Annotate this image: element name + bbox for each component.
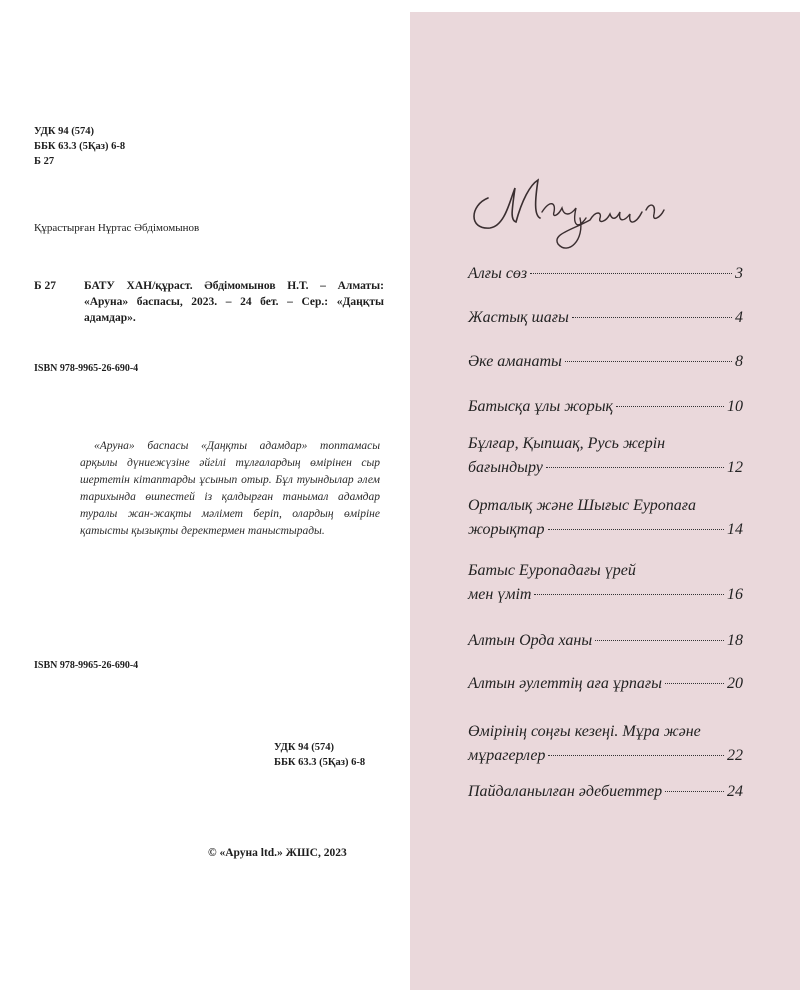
catalog-block-bottom bbox=[274, 740, 365, 770]
author-mark: Б 27 bbox=[34, 156, 55, 167]
isbn-top: ISBN 978-9965-26-690-4 bbox=[34, 363, 139, 374]
toc-leader-dots bbox=[534, 594, 724, 595]
toc-entry bbox=[468, 306, 743, 330]
toc-page-number: 20 bbox=[727, 675, 743, 692]
toc-entry-label: Алтын әулеттің аға ұрпағы bbox=[468, 675, 662, 692]
toc-entry bbox=[468, 720, 743, 768]
bibliographic-entry bbox=[34, 278, 384, 326]
toc-leader-dots bbox=[572, 317, 732, 318]
toc-entry-label: Жастық шағы bbox=[468, 309, 569, 326]
toc-page-number: 14 bbox=[727, 521, 743, 538]
toc-entry-label: мұрагерлер bbox=[468, 747, 546, 764]
toc-entry-label: Алтын Орда ханы bbox=[468, 632, 593, 649]
toc-entry bbox=[468, 350, 743, 374]
toc-leader-dots bbox=[548, 755, 724, 756]
toc-page-number: 4 bbox=[735, 309, 743, 326]
entry-code: Б 27 bbox=[34, 280, 56, 292]
toc-page-number: 24 bbox=[727, 783, 743, 800]
toc-leader-dots bbox=[565, 361, 732, 362]
toc-entry bbox=[468, 780, 743, 804]
catalog-block-top bbox=[34, 124, 125, 169]
toc-entry bbox=[468, 559, 743, 607]
toc-page-number: 22 bbox=[727, 747, 743, 764]
annotation: «Аруна» баспасы «Даңқты адамдар» топтамасы арқылы дүниежүзіне әйгілі тұлғалардың өмірінен сыр шертетін кітаптарды ұсынып отыр. Бұл туындылар әлем тарихында өшпестей із қалдырған танымал адамдар туралы жан-жақты мәлімет беріп, олардың өміріне қатысты қызықты деректермен таныстырады. bbox=[80, 440, 380, 537]
toc-leader-dots bbox=[616, 406, 724, 407]
toc-leader-dots bbox=[665, 791, 724, 792]
toc-entry bbox=[468, 395, 743, 419]
toc-leader-dots bbox=[665, 683, 724, 684]
toc-page-number: 8 bbox=[735, 353, 743, 370]
toc-leader-dots bbox=[546, 467, 724, 468]
toc-entry bbox=[468, 629, 743, 653]
toc-entry bbox=[468, 672, 743, 696]
toc-page-number: 18 bbox=[727, 632, 743, 649]
toc-entry-label: мен үміт bbox=[468, 586, 532, 603]
toc-title-calligraphy bbox=[460, 160, 680, 260]
toc-entry-label: Әке аманаты bbox=[468, 353, 562, 370]
toc-leader-dots bbox=[530, 273, 732, 274]
udk-code: УДК 94 (574) bbox=[34, 126, 94, 137]
toc-leader-dots bbox=[595, 640, 724, 641]
toc-entry-label: Пайдаланылған әдебиеттер bbox=[468, 783, 663, 800]
toc-leader-dots bbox=[548, 529, 724, 530]
toc-entry-label: жорықтар bbox=[468, 521, 545, 538]
toc-page-number: 10 bbox=[727, 398, 743, 415]
toc-entry bbox=[468, 494, 743, 542]
toc-entry-label: Өмірінің соңғы кезеңі. Мұра және bbox=[468, 723, 701, 740]
toc-entry-label: Орталық және Шығыс Еуропаға bbox=[468, 497, 697, 514]
toc-title bbox=[460, 160, 680, 260]
toc-entry-label: Алғы сөз bbox=[468, 265, 528, 282]
compiler-line: Құрастырған Нұртас Әбдімомынов bbox=[34, 222, 200, 234]
toc-entry-label: Батыс Еуропадағы үрей bbox=[468, 562, 636, 579]
bbk-code-bottom: ББК 63.3 (5Қаз) 6-8 bbox=[274, 757, 366, 768]
udk-code-bottom: УДК 94 (574) bbox=[274, 742, 334, 753]
copyright-line: © «Аруна ltd.» ЖШС, 2023 bbox=[208, 847, 347, 859]
toc-entry-label: бағындыру bbox=[468, 459, 543, 476]
toc-entry bbox=[468, 262, 743, 286]
toc-page-number: 12 bbox=[727, 459, 743, 476]
toc-entry-label: Бұлғар, Қыпшақ, Русь жерін bbox=[468, 435, 666, 452]
toc-page-number: 16 bbox=[727, 586, 743, 603]
bbk-code: ББК 63.3 (5Қаз) 6-8 bbox=[34, 141, 126, 152]
isbn-bottom: ISBN 978-9965-26-690-4 bbox=[34, 660, 139, 671]
toc-page-number: 3 bbox=[735, 265, 743, 282]
toc-entry-label: Батысқа ұлы жорық bbox=[468, 398, 614, 415]
entry-text: БАТУ ХАН/құраст. Әбдімомынов Н.Т. – Алматы: «Аруна» баспасы, 2023. – 24 бет. – Сер.: «Даңқты адамдар». bbox=[84, 280, 384, 324]
toc-entry bbox=[468, 432, 743, 480]
